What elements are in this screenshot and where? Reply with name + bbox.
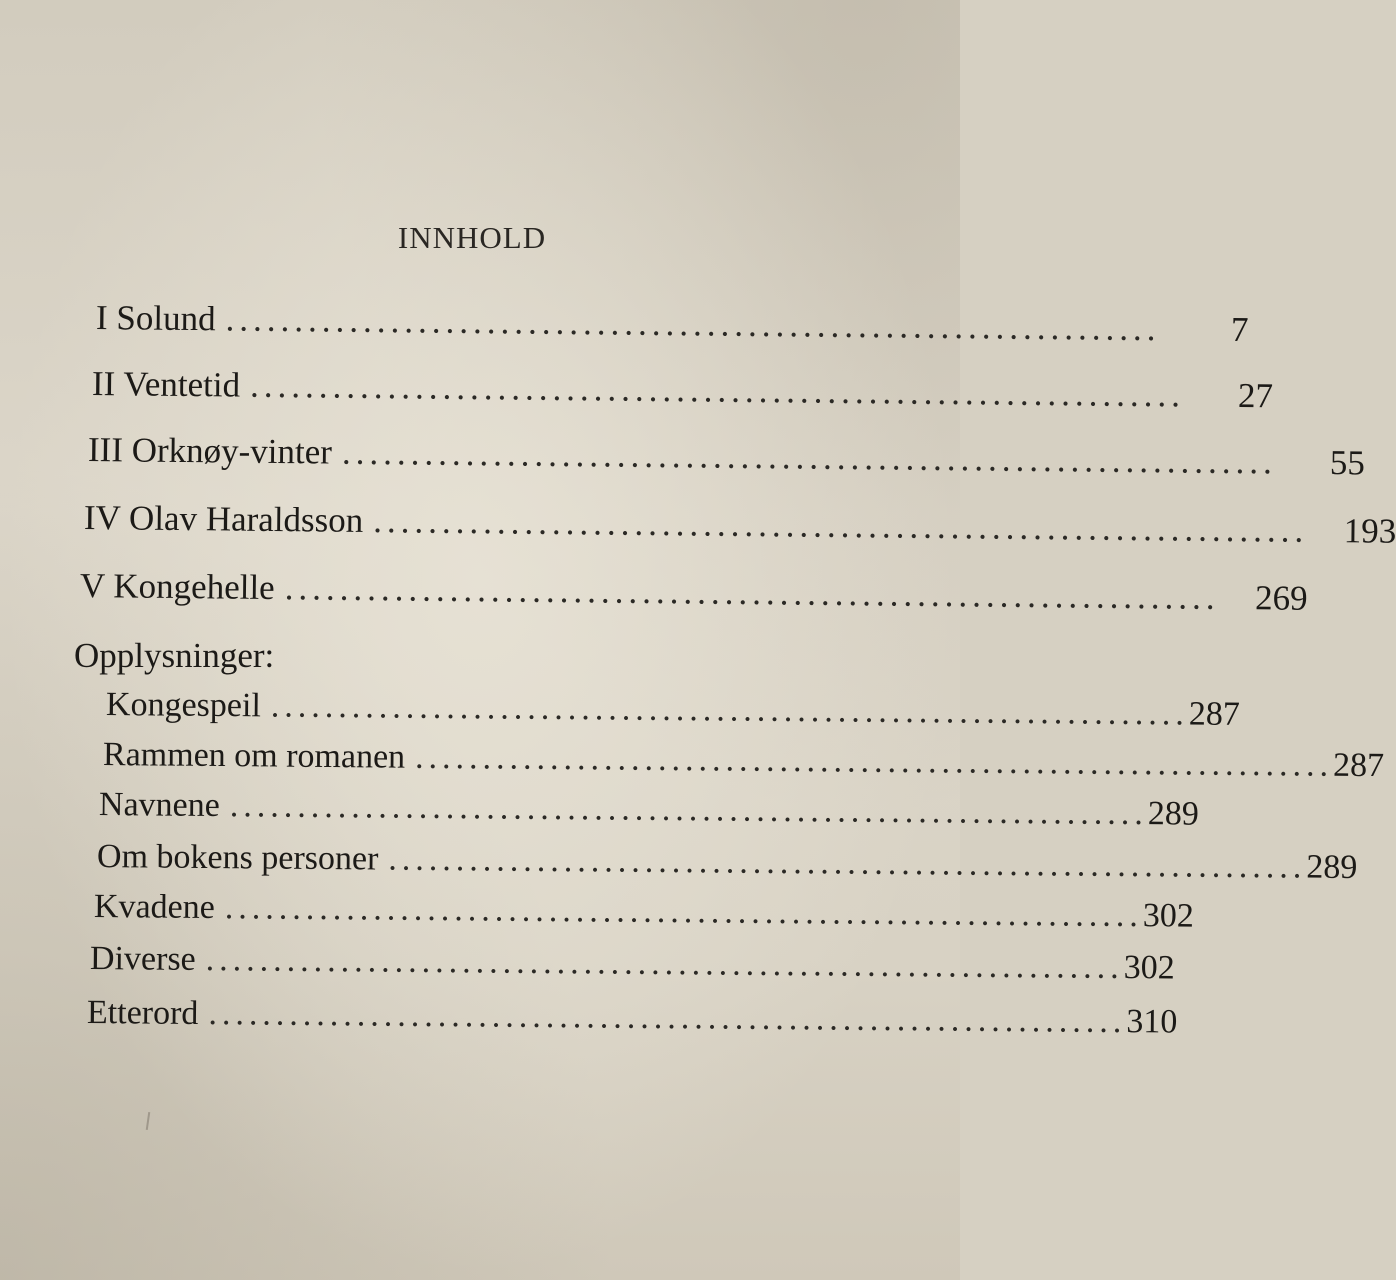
entry-page-number: 7 xyxy=(1230,309,1249,350)
toc-entry-appendix-2 xyxy=(102,736,1385,785)
leader-dots: .................................................................... xyxy=(229,787,1148,833)
entry-page-number: 302 xyxy=(1142,897,1194,935)
entry-page-number: 269 xyxy=(1254,578,1308,618)
leader-dots: .................................................................... xyxy=(205,941,1124,987)
entry-page-number: 287 xyxy=(1188,695,1240,733)
leader-dots: .................................................................... xyxy=(284,568,1220,617)
entry-label: Om bokens personer xyxy=(96,838,379,878)
leader-dots: .................................................................... xyxy=(341,432,1278,482)
leader-dots: .................................................................... xyxy=(224,889,1143,935)
toc-entry-chapter-4 xyxy=(83,498,1396,551)
entry-label: III Orknøy-vinter xyxy=(87,430,333,472)
leader-dots: .................................................................... xyxy=(270,687,1189,733)
entry-label: Rammen om romanen xyxy=(102,736,406,776)
leader-dots: .................................................................... xyxy=(414,738,1334,784)
entry-page-number: 287 xyxy=(1332,746,1385,785)
toc-entry-appendix-1 xyxy=(105,686,1240,733)
entry-page-number: 55 xyxy=(1329,443,1366,483)
entry-page-number: 289 xyxy=(1306,848,1358,886)
entry-label: II Ventetid xyxy=(91,364,241,405)
entry-page-number: 302 xyxy=(1123,949,1175,987)
leader-dots: .................................................................... xyxy=(249,365,1186,415)
entry-label: Kongespeil xyxy=(105,686,262,725)
toc-entry-chapter-1 xyxy=(95,298,1249,350)
leader-dots: .................................................................... xyxy=(373,501,1309,550)
entry-page-number: 27 xyxy=(1237,376,1274,416)
entry-label: Kvadene xyxy=(93,888,215,927)
toc-entry-chapter-2 xyxy=(91,364,1274,416)
toc-entry-appendix-6 xyxy=(89,940,1175,987)
toc-entry-appendix-7 xyxy=(86,994,1178,1041)
entry-label: V Kongehelle xyxy=(79,566,275,608)
section-heading: Opplysninger: xyxy=(74,636,275,675)
toc-entry-appendix-3 xyxy=(98,786,1199,833)
entry-page-number: 289 xyxy=(1147,795,1199,833)
entry-label: Etterord xyxy=(86,994,199,1032)
entry-label: Diverse xyxy=(89,940,196,978)
paper-speck xyxy=(146,1112,150,1130)
leader-dots: .................................................................... xyxy=(388,840,1307,886)
toc-entry-chapter-5 xyxy=(79,566,1308,618)
leader-dots: .................................................................... xyxy=(208,995,1127,1041)
toc-entry-chapter-3 xyxy=(87,430,1366,483)
toc-entry-appendix-4 xyxy=(96,838,1358,886)
entry-page-number: 193 xyxy=(1343,511,1396,551)
entry-label: IV Olav Haraldsson xyxy=(83,498,364,540)
entry-label: Navnene xyxy=(98,786,220,825)
entry-label: I Solund xyxy=(95,298,216,339)
toc-entry-appendix-5 xyxy=(93,888,1194,935)
entry-page-number: 310 xyxy=(1126,1003,1178,1041)
leader-dots: .................................................................... xyxy=(225,299,1161,349)
page-title: INNHOLD xyxy=(397,220,547,255)
